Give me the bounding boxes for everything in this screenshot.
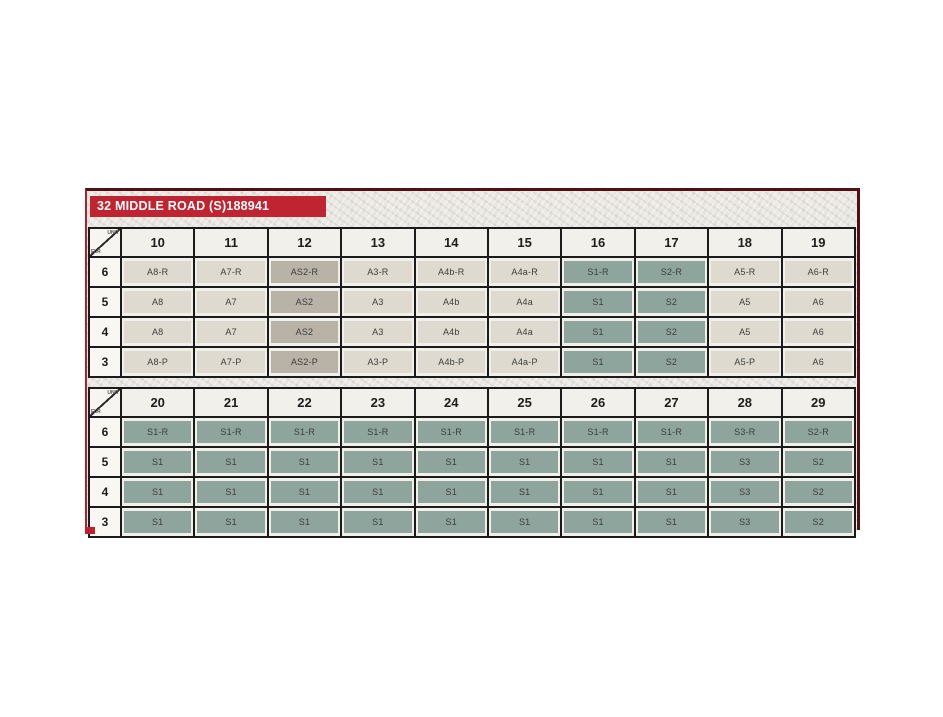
floor-row (89, 347, 855, 377)
unit-type-label: S2 (638, 321, 705, 343)
unit-cell (782, 477, 855, 507)
unit-type-label: S1 (638, 511, 705, 533)
corner-flr-label: FLR (91, 249, 101, 255)
unit-cell (488, 477, 561, 507)
floor-label: 6 (89, 417, 121, 447)
unit-cell (782, 447, 855, 477)
unit-cell (782, 347, 855, 377)
floor-label: 3 (89, 507, 121, 537)
unit-column-header: 22 (268, 388, 341, 417)
unit-type-label: S2 (638, 351, 705, 373)
unit-type-label: S1 (491, 481, 558, 503)
unit-type-label: S2 (785, 511, 852, 533)
unit-type-label: A5-R (711, 261, 778, 283)
unit-cell (708, 447, 781, 477)
unit-type-label: A4a-P (491, 351, 558, 373)
unit-cell (194, 447, 267, 477)
unit-type-label: S2-R (785, 421, 852, 443)
unit-cell (488, 347, 561, 377)
unit-type-label: S1 (418, 451, 485, 473)
unit-column-header: 25 (488, 388, 561, 417)
unit-cell (782, 317, 855, 347)
header-row (89, 228, 855, 257)
unit-type-label: S3 (711, 451, 778, 473)
floor-label: 6 (89, 257, 121, 287)
unit-grid-lower (88, 387, 856, 538)
unit-type-label: A6 (785, 321, 852, 343)
unit-type-label: S1-R (564, 421, 631, 443)
unit-column-header: 19 (782, 228, 855, 257)
unit-type-label: A5 (711, 321, 778, 343)
unit-type-label: A8 (124, 291, 191, 313)
unit-cell (268, 507, 341, 537)
unit-column-header: 26 (561, 388, 634, 417)
unit-type-label: A8-P (124, 351, 191, 373)
unit-column-header: 13 (341, 228, 414, 257)
unit-type-label: A4b (418, 291, 485, 313)
unit-cell (341, 317, 414, 347)
unit-type-label: S1 (564, 291, 631, 313)
unit-cell (782, 287, 855, 317)
floor-row (89, 447, 855, 477)
unit-cell (341, 417, 414, 447)
unit-column-header: 18 (708, 228, 781, 257)
unit-cell (415, 287, 488, 317)
unit-type-label: S2 (638, 291, 705, 313)
unit-column-header: 29 (782, 388, 855, 417)
unit-cell (121, 507, 194, 537)
unit-cell (268, 287, 341, 317)
unit-column-header: 21 (194, 388, 267, 417)
unit-cell (415, 477, 488, 507)
floor-row (89, 287, 855, 317)
unit-type-label: A3-R (344, 261, 411, 283)
unit-cell (268, 317, 341, 347)
flyer-sheet (85, 188, 860, 530)
unit-cell (341, 477, 414, 507)
unit-type-label: S1 (564, 451, 631, 473)
unit-cell (488, 287, 561, 317)
unit-cell (194, 477, 267, 507)
unit-column-header: 27 (635, 388, 708, 417)
unit-cell (415, 347, 488, 377)
unit-cell (708, 417, 781, 447)
unit-type-label: S1 (491, 451, 558, 473)
header-row (89, 388, 855, 417)
unit-type-label: A4a-R (491, 261, 558, 283)
unit-cell (268, 347, 341, 377)
floor-label: 3 (89, 347, 121, 377)
unit-cell (561, 477, 634, 507)
unit-cell (561, 447, 634, 477)
unit-type-label: S1 (564, 511, 631, 533)
unit-cell (635, 507, 708, 537)
address-banner: 32 MIDDLE ROAD (S)188941 (90, 196, 326, 217)
unit-cell (782, 257, 855, 287)
unit-cell (635, 417, 708, 447)
unit-cell (561, 347, 634, 377)
unit-type-label: S3-R (711, 421, 778, 443)
unit-cell (121, 417, 194, 447)
unit-cell (341, 257, 414, 287)
unit-type-label: A3 (344, 321, 411, 343)
unit-column-header: 14 (415, 228, 488, 257)
floor-row (89, 317, 855, 347)
unit-type-label: S1 (344, 481, 411, 503)
unit-type-label: AS2-R (271, 261, 338, 283)
unit-cell (635, 317, 708, 347)
unit-type-label: A8 (124, 321, 191, 343)
floor-row (89, 257, 855, 287)
unit-cell (708, 257, 781, 287)
unit-cell (782, 507, 855, 537)
unit-type-label: A7 (197, 321, 264, 343)
unit-type-label: A4b (418, 321, 485, 343)
unit-column-header: 10 (121, 228, 194, 257)
unit-cell (488, 257, 561, 287)
unit-cell (635, 477, 708, 507)
unit-type-label: A7 (197, 291, 264, 313)
unit-cell (341, 507, 414, 537)
unit-type-label: A4b-P (418, 351, 485, 373)
unit-cell (194, 287, 267, 317)
corner-unit-label: UNIT (107, 390, 119, 396)
unit-cell (635, 287, 708, 317)
unit-cell (635, 257, 708, 287)
unit-cell (635, 447, 708, 477)
unit-type-label: S2-R (638, 261, 705, 283)
unit-cell (488, 417, 561, 447)
unit-type-label: S1-R (124, 421, 191, 443)
red-corner-mark (85, 527, 95, 534)
unit-column-header: 11 (194, 228, 267, 257)
unit-column-header: 23 (341, 388, 414, 417)
unit-cell (488, 317, 561, 347)
unit-type-label: S1 (124, 451, 191, 473)
unit-type-label: A6-R (785, 261, 852, 283)
unit-type-label: S3 (711, 481, 778, 503)
corner-flr-label: FLR (91, 409, 101, 415)
floor-label: 4 (89, 477, 121, 507)
unit-cell (561, 417, 634, 447)
unit-type-label: A8-R (124, 261, 191, 283)
unit-cell (561, 507, 634, 537)
unit-cell (121, 477, 194, 507)
unit-type-label: S3 (711, 511, 778, 533)
unit-cell (268, 417, 341, 447)
unit-cell (635, 347, 708, 377)
unit-type-label: S1 (197, 511, 264, 533)
unit-cell (121, 287, 194, 317)
unit-type-label: S1 (271, 511, 338, 533)
unit-column-header: 20 (121, 388, 194, 417)
unit-type-label: S1 (197, 451, 264, 473)
unit-cell (708, 347, 781, 377)
unit-cell (194, 347, 267, 377)
unit-cell (782, 417, 855, 447)
unit-cell (341, 287, 414, 317)
floor-row (89, 477, 855, 507)
unit-cell (488, 507, 561, 537)
unit-cell (488, 447, 561, 477)
floor-row (89, 507, 855, 537)
unit-type-label: A5-P (711, 351, 778, 373)
unit-type-label: S1 (564, 481, 631, 503)
unit-type-label: S1 (124, 511, 191, 533)
unit-cell (415, 507, 488, 537)
unit-type-label: S1 (491, 511, 558, 533)
unit-type-label: S1 (418, 511, 485, 533)
unit-type-label: A3 (344, 291, 411, 313)
unit-cell (708, 477, 781, 507)
corner-unit-flr-cell (89, 388, 121, 417)
unit-cell (121, 257, 194, 287)
unit-cell (121, 347, 194, 377)
unit-type-label: A3-P (344, 351, 411, 373)
unit-cell (708, 287, 781, 317)
unit-cell (708, 507, 781, 537)
unit-cell (194, 317, 267, 347)
unit-cell (341, 447, 414, 477)
unit-cell (415, 417, 488, 447)
unit-type-label: S1 (271, 481, 338, 503)
unit-cell (268, 257, 341, 287)
unit-type-label: S1 (344, 511, 411, 533)
unit-cell (708, 317, 781, 347)
unit-type-label: A7-R (197, 261, 264, 283)
unit-type-label: S1 (124, 481, 191, 503)
unit-type-label: S1 (638, 481, 705, 503)
unit-cell (415, 257, 488, 287)
unit-type-label: S1-R (197, 421, 264, 443)
unit-cell (194, 507, 267, 537)
floor-label: 5 (89, 447, 121, 477)
unit-type-label: S1-R (564, 261, 631, 283)
unit-type-label: S1-R (491, 421, 558, 443)
corner-unit-label: UNIT (107, 230, 119, 236)
unit-type-label: A4b-R (418, 261, 485, 283)
unit-cell (194, 257, 267, 287)
unit-type-label: S1-R (344, 421, 411, 443)
unit-type-label: S1 (564, 321, 631, 343)
unit-type-label: A5 (711, 291, 778, 313)
unit-cell (194, 417, 267, 447)
floor-label: 5 (89, 287, 121, 317)
unit-type-label: S1 (418, 481, 485, 503)
corner-unit-flr-cell (89, 228, 121, 257)
unit-cell (561, 287, 634, 317)
unit-cell (121, 447, 194, 477)
unit-cell (561, 317, 634, 347)
unit-column-header: 17 (635, 228, 708, 257)
unit-cell (268, 447, 341, 477)
unit-type-label: A6 (785, 291, 852, 313)
unit-column-header: 12 (268, 228, 341, 257)
unit-cell (415, 447, 488, 477)
unit-grid-upper (88, 227, 856, 378)
unit-type-label: S1-R (271, 421, 338, 443)
unit-type-label: S1 (197, 481, 264, 503)
unit-column-header: 24 (415, 388, 488, 417)
unit-cell (341, 347, 414, 377)
unit-cell (415, 317, 488, 347)
unit-type-label: S1 (638, 451, 705, 473)
unit-cell (268, 477, 341, 507)
unit-type-label: S1-R (638, 421, 705, 443)
floor-label: 4 (89, 317, 121, 347)
unit-column-header: 16 (561, 228, 634, 257)
unit-type-label: S1 (344, 451, 411, 473)
unit-type-label: S1-R (418, 421, 485, 443)
unit-type-label: S2 (785, 451, 852, 473)
unit-type-label: AS2 (271, 321, 338, 343)
unit-type-label: S2 (785, 481, 852, 503)
unit-cell (561, 257, 634, 287)
unit-type-label: S1 (271, 451, 338, 473)
unit-type-label: AS2-P (271, 351, 338, 373)
unit-type-label: AS2 (271, 291, 338, 313)
unit-type-label: A7-P (197, 351, 264, 373)
unit-cell (121, 317, 194, 347)
unit-column-header: 15 (488, 228, 561, 257)
unit-type-label: A6 (785, 351, 852, 373)
unit-type-label: A4a (491, 291, 558, 313)
floor-row (89, 417, 855, 447)
unit-type-label: A4a (491, 321, 558, 343)
unit-type-label: S1 (564, 351, 631, 373)
unit-column-header: 28 (708, 388, 781, 417)
